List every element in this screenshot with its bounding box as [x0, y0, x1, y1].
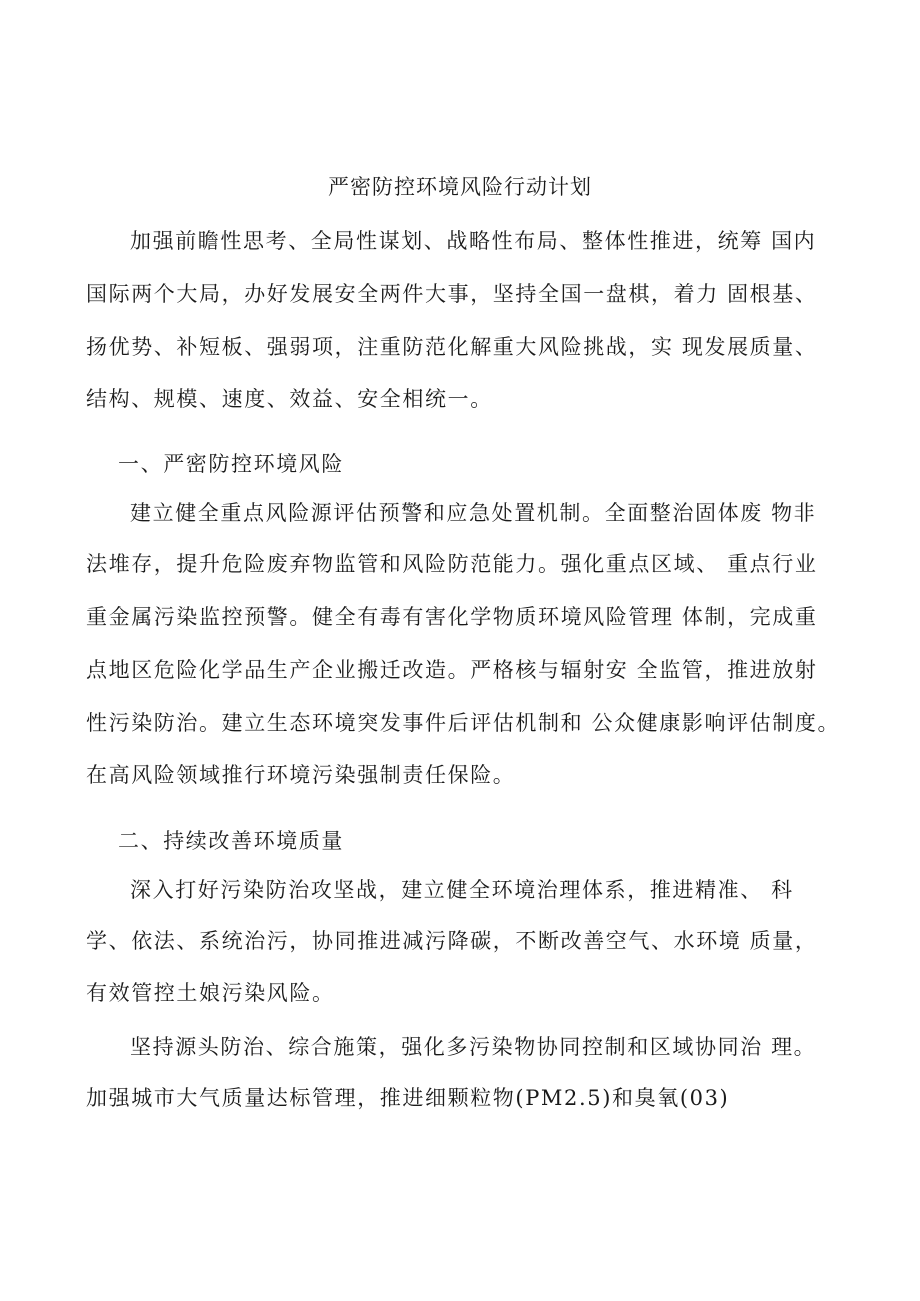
- section2-para1-line-1: 深入打好污染防治攻坚战，建立健全环境治理体系，推进精准、 科: [130, 878, 794, 902]
- section1-line-2: 法堆存，提升危险废弃物监管和风险防范能力。强化重点区域、 重点行业: [86, 552, 818, 576]
- section2-para2-line-2: 加强城市大气质量达标管理，推进细颗粒物(PM2.5)和臭氧(03): [86, 1086, 730, 1110]
- section1-line-6: 在高风险领域推行环境污染强制责任保险。: [86, 763, 516, 787]
- document-title: 严密防控环境风险行动计划: [328, 175, 592, 199]
- intro-line-3: 扬优势、补短板、强弱项，注重防范化解重大风险挑战，实 现发展质量、: [86, 335, 818, 359]
- section1-heading: 一、严密防控环境风险: [118, 452, 344, 476]
- section2-heading: 二、持续改善环境质量: [118, 829, 344, 853]
- intro-line-2: 国际两个大局，办好发展安全两件大事，坚持全国一盘棋，着力 固根基、: [86, 282, 818, 306]
- intro-line-4: 结构、规模、速度、效益、安全相统一。: [86, 387, 493, 411]
- section1-line-1: 建立健全重点风险源评估预警和应急处置机制。全面整治固体废 物非: [130, 501, 817, 525]
- section2-para2-line-1: 坚持源头防治、综合施策，强化多污染物协同控制和区域协同治 理。: [130, 1035, 817, 1059]
- section1-line-5: 性污染防治。建立生态环境突发事件后评估机制和 公众健康影响评估制度。: [86, 711, 841, 735]
- section1-line-4: 点地区危险化学品生产企业搬迁改造。严格核与辐射安 全监管，推进放射: [86, 658, 818, 682]
- section2-para1-line-3: 有效管控土娘污染风险。: [86, 981, 335, 1005]
- section1-line-3: 重金属污染监控预警。健全有毒有害化学物质环境风险管理 体制，完成重: [86, 605, 818, 629]
- intro-line-1: 加强前瞻性思考、全局性谋划、战略性布局、整体性推进，统筹 国内: [130, 229, 817, 253]
- section2-para1-line-2: 学、依法、系统治污，协同推进减污降碳，不断改善空气、水环境 质量，: [86, 929, 818, 953]
